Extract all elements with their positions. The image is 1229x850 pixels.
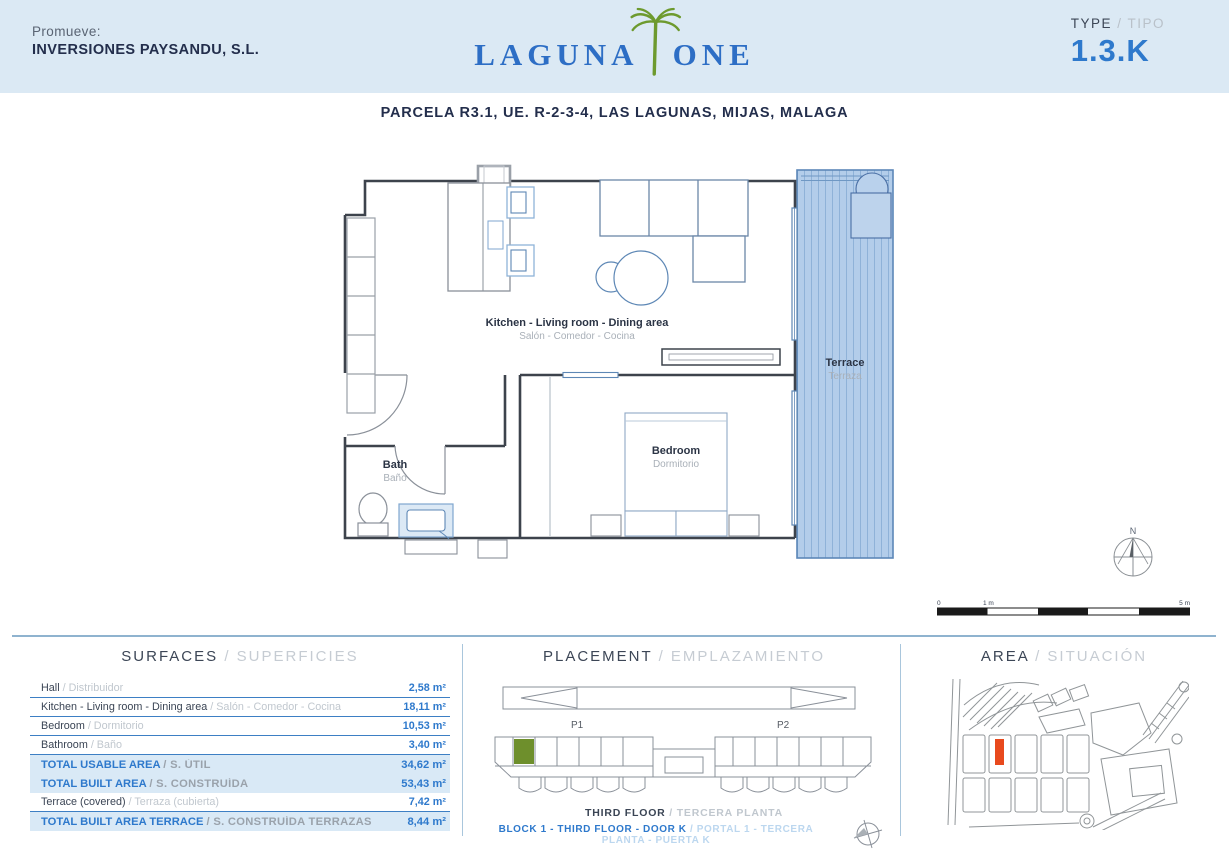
surface-name-es: / Terraza (cubierta)	[128, 796, 220, 808]
corridor-elements	[405, 540, 507, 558]
location-title: PARCELA R3.1, UE. R-2-3-4, LAS LAGUNAS, MIJAS, MALAGA	[380, 105, 849, 121]
logo-word-laguna: LAGUNA	[474, 37, 639, 72]
tv-console	[662, 349, 780, 365]
surfaces-table	[30, 679, 450, 831]
promoter-name: INVERSIONES PAYSANDU, S.L.	[32, 42, 260, 58]
bed	[625, 413, 727, 536]
surface-name-en: Bathroom	[41, 739, 88, 751]
floor-label-es: / TERCERA PLANTA	[669, 807, 783, 819]
panel-divider-right	[900, 644, 901, 836]
room-label-kitchen-es: Salón - Comedor - Cocina	[519, 331, 635, 342]
surface-name-es: / Baño	[90, 739, 123, 751]
surface-name-es: / S. CONSTRUÍDA TERRAZAS	[206, 815, 372, 828]
surface-name-es: / Salón - Comedor - Cocina	[210, 701, 342, 713]
scale-one: 1 m	[983, 600, 994, 607]
surface-row-bathroom	[30, 736, 450, 755]
terrace-area	[797, 170, 893, 558]
surface-value: 10,53 m²	[402, 720, 446, 732]
scale-five: 5 m	[1179, 600, 1190, 607]
placement-panel	[478, 648, 890, 846]
surface-value: 53,43 m²	[401, 777, 446, 790]
placement-title-en: PLACEMENT	[542, 648, 653, 665]
area-title-es: / SITUACIÓN	[1035, 648, 1148, 665]
surface-name-es: / S. CONSTRUÍDA	[149, 777, 249, 790]
surface-value: 34,62 m²	[401, 758, 446, 771]
promoter-label: Promueve:	[32, 24, 101, 39]
scale-zero: 0	[937, 600, 941, 607]
surface-value: 8,44 m²	[407, 815, 446, 828]
kitchen-counter	[347, 218, 375, 413]
surfaces-title	[30, 648, 450, 665]
floor-label	[478, 807, 890, 819]
room-label-bedroom-es: Dormitorio	[652, 459, 700, 470]
dining-table	[596, 251, 668, 305]
type-block	[1071, 16, 1165, 69]
surface-name-en: TOTAL USABLE AREA	[41, 758, 161, 771]
surface-row-kitchen	[30, 698, 450, 717]
palm-tree-icon	[641, 8, 671, 74]
surface-name-es: / Distribuidor	[62, 682, 124, 694]
compass-rose-icon	[1106, 524, 1160, 580]
room-label-kitchen-en: Kitchen - Living room - Dining area	[485, 317, 669, 329]
surface-name-en: TOTAL BUILT AREA TERRACE	[41, 815, 204, 828]
bar-stools	[507, 187, 534, 276]
header-band	[0, 0, 1229, 93]
surfaces-title-en: SURFACES	[121, 648, 219, 665]
surface-value: 7,42 m²	[408, 796, 446, 808]
surface-row-terrace	[30, 793, 450, 812]
situation-map	[939, 675, 1189, 830]
room-label-bath-en: Bath	[382, 459, 408, 471]
surface-name-es: / S. ÚTIL	[163, 758, 211, 771]
surface-row-total-built	[30, 774, 450, 793]
panel-divider-left	[462, 644, 463, 836]
kitchen-island	[448, 183, 510, 291]
unit-code-en: BLOCK 1 - THIRD FLOOR - DOOR K	[498, 824, 687, 835]
area-title	[912, 648, 1216, 665]
floor-plan	[335, 163, 905, 565]
surfaces-panel	[30, 648, 450, 831]
toilet	[358, 493, 388, 536]
highlighted-unit	[514, 739, 534, 764]
compass-small-icon	[850, 816, 884, 850]
surface-value: 18,11 m²	[403, 701, 446, 713]
surface-name-en: Terrace (covered)	[41, 796, 126, 808]
placement-title-es: / EMPLAZAMIENTO	[658, 648, 825, 665]
surfaces-title-es: / SUPERFICIES	[224, 648, 359, 665]
type-value: 1.3.K	[1070, 33, 1150, 68]
unit-code-es: / PORTAL 1 - TERCERA PLANTA - PUERTA K	[601, 824, 814, 846]
surface-row-bedroom	[30, 717, 450, 736]
surface-row-total-terrace	[30, 812, 450, 831]
compass-n-label: N	[1129, 526, 1137, 536]
area-panel	[912, 648, 1216, 830]
room-label-terrace-en: Terrace	[825, 357, 865, 369]
floor-label-en: THIRD FLOOR	[585, 807, 666, 819]
terrace-furniture	[851, 193, 891, 238]
surface-name-en: TOTAL BUILT AREA	[41, 777, 147, 790]
surface-value: 2,58 m²	[408, 682, 446, 694]
unit-code-label	[478, 824, 890, 846]
room-label-bedroom-en: Bedroom	[651, 445, 701, 457]
placement-title	[478, 648, 890, 665]
portal-label-p2: P2	[777, 720, 790, 731]
surface-name-en: Hall	[41, 682, 60, 694]
bedroom-slider	[563, 373, 618, 378]
room-label-bath-es: Baño	[383, 473, 407, 484]
laguna-one-logo	[474, 8, 755, 74]
surface-row-hall	[30, 679, 450, 698]
area-title-en: AREA	[980, 648, 1029, 665]
scale-bar	[937, 597, 1190, 619]
highlighted-parcel	[995, 739, 1004, 765]
surface-row-total-usable	[30, 755, 450, 774]
type-label: TYPE	[1070, 16, 1112, 31]
surface-name-en: Bedroom	[41, 720, 85, 732]
surface-name-en: Kitchen - Living room - Dining area	[41, 701, 208, 713]
portal-label-p1: P1	[571, 720, 584, 731]
building-diagram	[489, 675, 879, 801]
footer-divider	[12, 635, 1216, 637]
surface-value: 3,40 m²	[408, 739, 446, 751]
room-label-terrace-es: Terraza	[828, 371, 862, 382]
promoter-block	[32, 24, 259, 58]
logo-word-one: ONE	[672, 37, 755, 72]
surface-name-es: / Dormitorio	[87, 720, 144, 732]
type-label-es: / TIPO	[1117, 16, 1165, 31]
sink-vanity	[399, 504, 453, 539]
